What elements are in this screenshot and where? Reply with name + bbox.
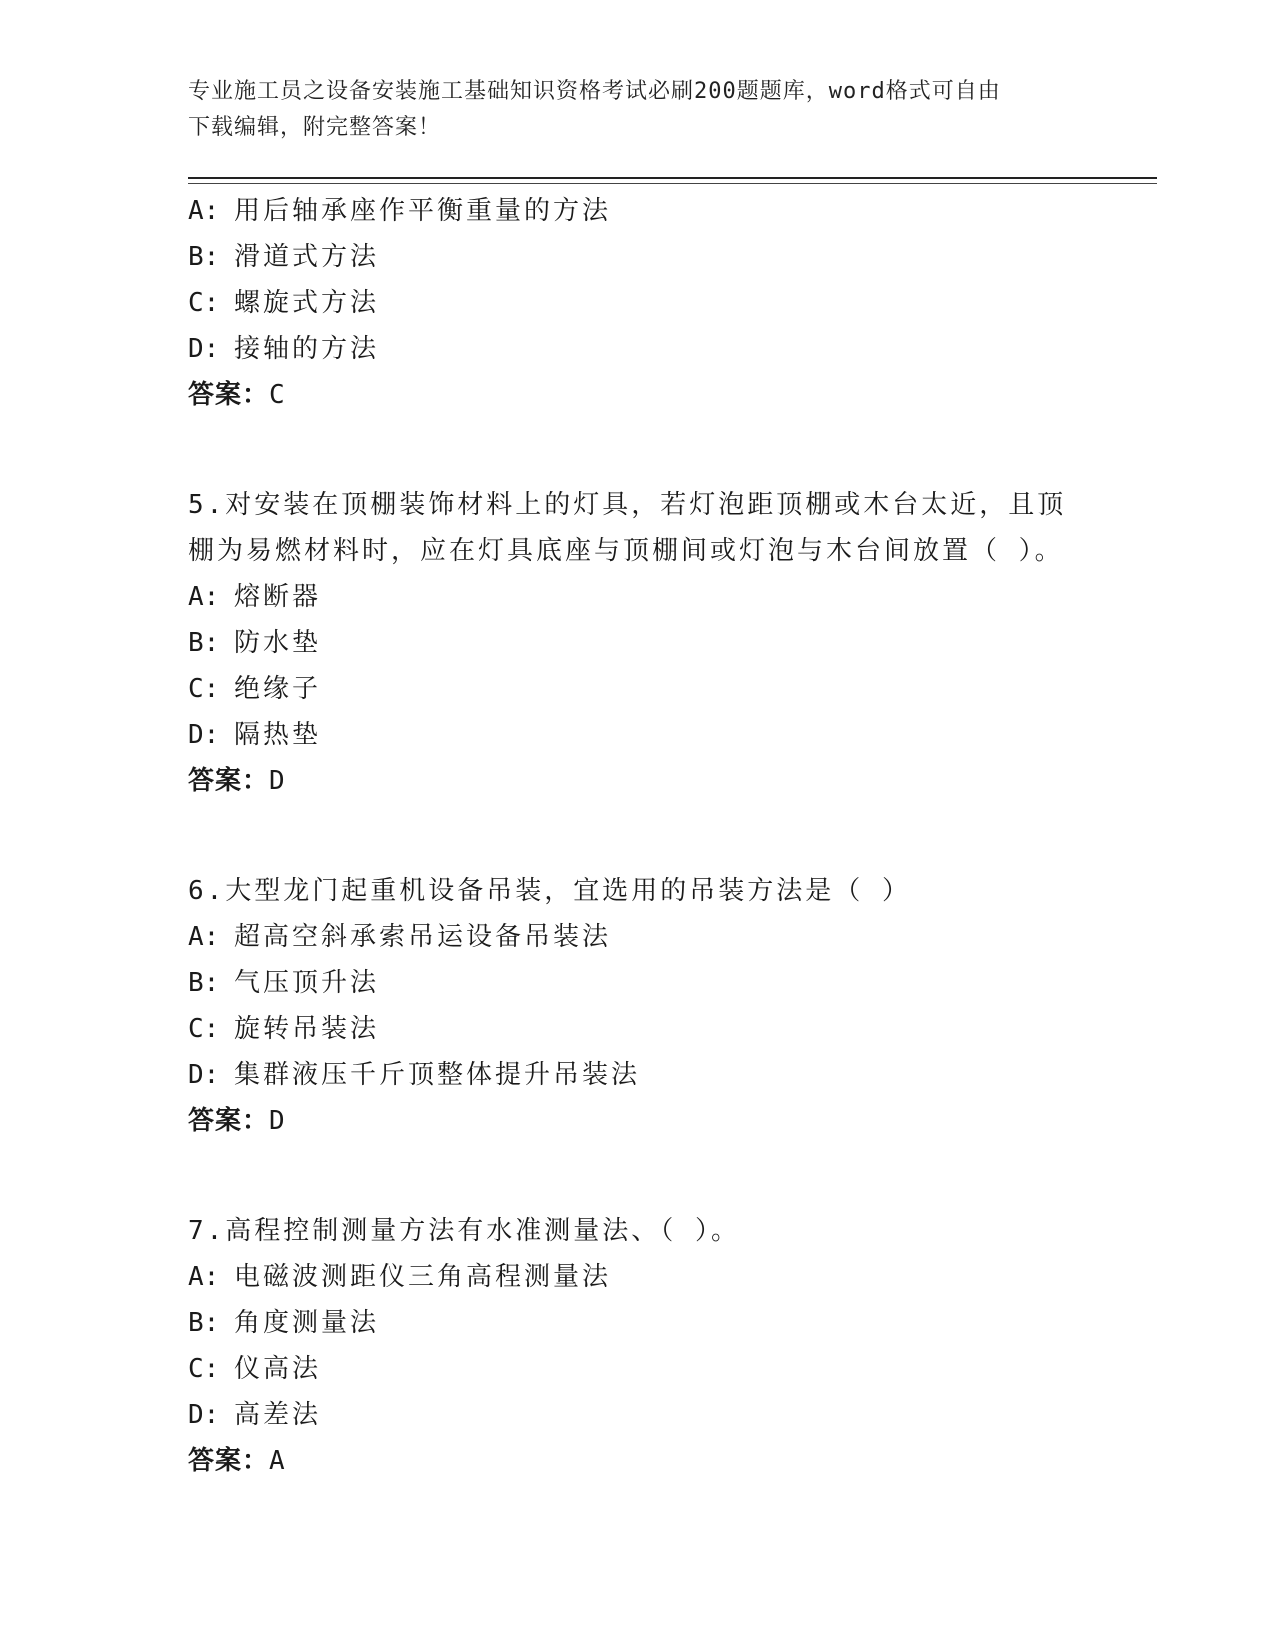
option-label: A:: [188, 582, 220, 612]
option-label: A:: [188, 1262, 220, 1292]
option-text: 仪高法: [234, 1354, 322, 1384]
question-stem-line: 5.对安装在顶棚装饰材料上的灯具，若灯泡距顶棚或木台太近，且顶: [188, 490, 1067, 520]
option-label: B:: [188, 242, 220, 272]
question-block-6: [188, 868, 1088, 1144]
answer-line: [188, 1438, 1088, 1484]
option-text: 用后轴承座作平衡重量的方法: [234, 196, 612, 226]
header-line-2: 下载编辑，附完整答案！: [188, 115, 442, 140]
answer-prefix: 答案：: [188, 380, 270, 410]
option-text: 集群液压千斤顶整体提升吊装法: [234, 1060, 641, 1090]
option-b: [188, 234, 1088, 280]
question-block-partial: [188, 188, 1088, 418]
option-a: [188, 1254, 1088, 1300]
question-stem-line: 7.高程控制测量方法有水准测量法、（ ）。: [188, 1216, 740, 1246]
answer-value: D: [269, 766, 286, 796]
option-d: [188, 326, 1088, 372]
option-label: D:: [188, 720, 220, 750]
option-text: 绝缘子: [234, 674, 322, 704]
option-d: [188, 712, 1088, 758]
option-label: C:: [188, 674, 220, 704]
option-text: 气压顶升法: [234, 968, 380, 998]
option-label: A:: [188, 922, 220, 952]
option-text: 角度测量法: [234, 1308, 380, 1338]
document-header: [188, 74, 1088, 146]
question-block-5: [188, 482, 1088, 804]
option-label: C:: [188, 1014, 220, 1044]
option-text: 熔断器: [234, 582, 322, 612]
option-c: [188, 1006, 1088, 1052]
option-label: B:: [188, 628, 220, 658]
option-label: C:: [188, 288, 220, 318]
question-block-7: [188, 1208, 1088, 1484]
answer-value: C: [269, 380, 286, 410]
option-c: [188, 280, 1088, 326]
option-b: [188, 1300, 1088, 1346]
question-spacer: [188, 1144, 1088, 1208]
option-text: 隔热垫: [234, 720, 322, 750]
option-text: 防水垫: [234, 628, 322, 658]
option-d: [188, 1392, 1088, 1438]
question-stem-line: 6.大型龙门起重机设备吊装，宜选用的吊装方法是（ ）: [188, 876, 911, 906]
option-text: 旋转吊装法: [234, 1014, 380, 1044]
option-a: [188, 574, 1088, 620]
option-b: [188, 960, 1088, 1006]
option-text: 滑道式方法: [234, 242, 380, 272]
answer-line: [188, 758, 1088, 804]
header-divider-thick: [188, 177, 1157, 179]
question-stem-line: 棚为易燃材料时，应在灯具底座与顶棚间或灯泡与木台间放置（ ）。: [188, 536, 1064, 566]
answer-prefix: 答案：: [188, 1446, 270, 1476]
option-text: 电磁波测距仪三角高程测量法: [234, 1262, 612, 1292]
option-label: D:: [188, 334, 220, 364]
answer-prefix: 答案：: [188, 766, 270, 796]
question-spacer: [188, 804, 1088, 868]
header-line-1: 专业施工员之设备安装施工基础知识资格考试必刷200题题库，word格式可自由: [188, 79, 1001, 104]
header-divider-thin: [188, 183, 1157, 184]
option-label: B:: [188, 968, 220, 998]
option-c: [188, 1346, 1088, 1392]
option-c: [188, 666, 1088, 712]
option-label: A:: [188, 196, 220, 226]
option-text: 接轴的方法: [234, 334, 380, 364]
answer-line: [188, 372, 1088, 418]
answer-value: D: [269, 1106, 286, 1136]
option-text: 超高空斜承索吊运设备吊装法: [234, 922, 612, 952]
option-label: D:: [188, 1060, 220, 1090]
option-b: [188, 620, 1088, 666]
answer-value: A: [269, 1446, 286, 1476]
question-spacer: [188, 418, 1088, 482]
option-label: D:: [188, 1400, 220, 1430]
option-a: [188, 914, 1088, 960]
option-label: B:: [188, 1308, 220, 1338]
question-list: [188, 188, 1088, 1484]
option-d: [188, 1052, 1088, 1098]
option-label: C:: [188, 1354, 220, 1384]
answer-prefix: 答案：: [188, 1106, 270, 1136]
option-text: 高差法: [234, 1400, 322, 1430]
answer-line: [188, 1098, 1088, 1144]
option-a: [188, 188, 1088, 234]
option-text: 螺旋式方法: [234, 288, 380, 318]
